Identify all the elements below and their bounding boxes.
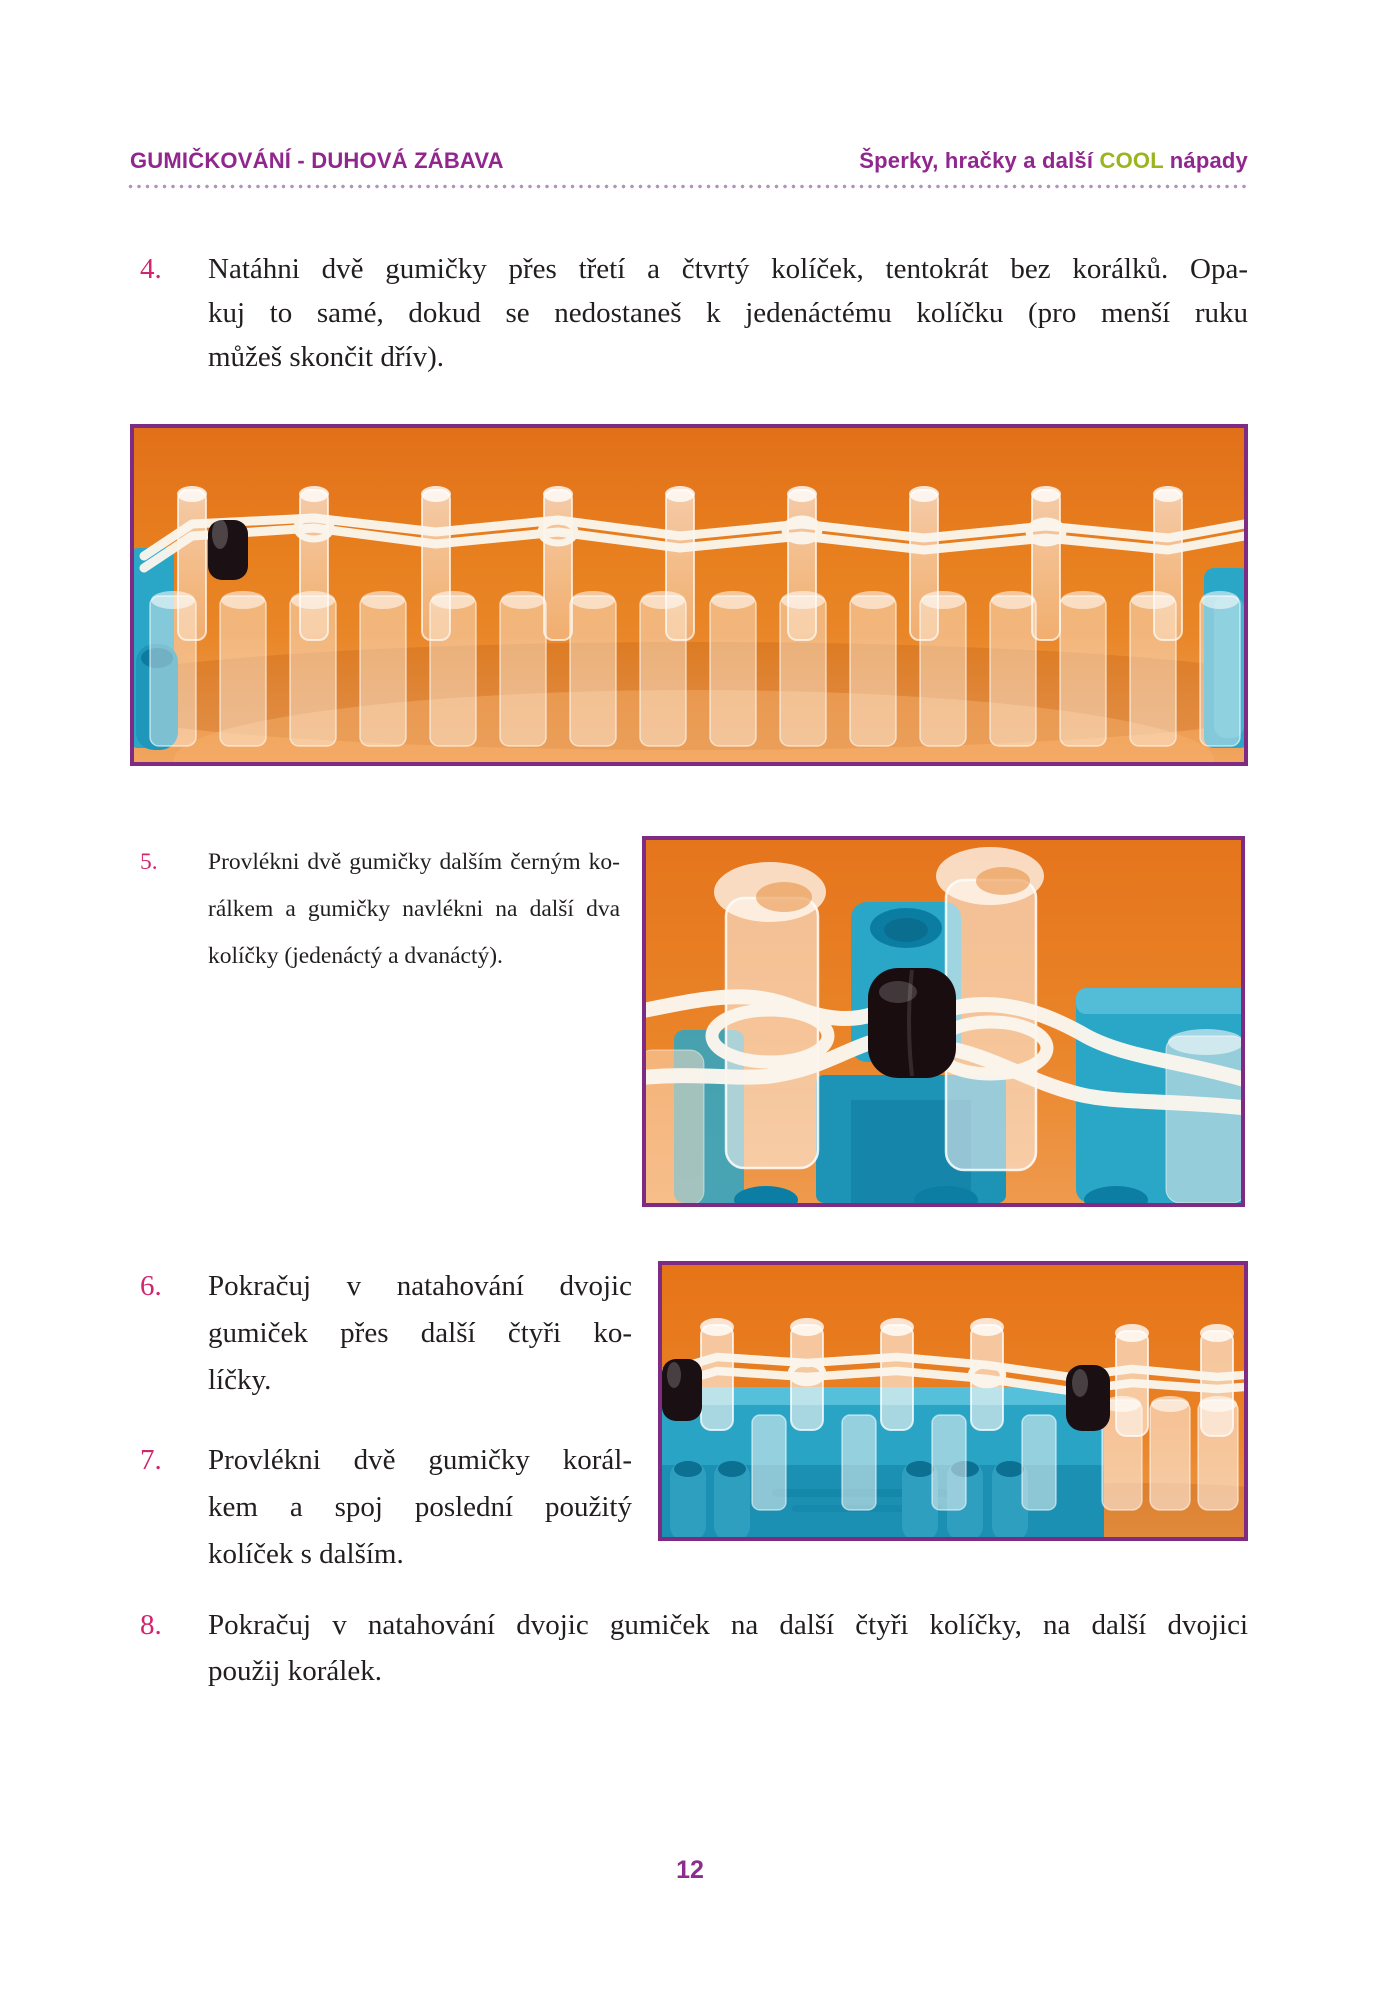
step-text-line: použij korálek. [208,1655,382,1687]
black-bead [1066,1365,1110,1431]
book-subtitle-prefix: Šperky, hračky a další [859,148,1100,173]
step-text [208,1602,1248,1694]
step-item-5 [140,839,620,980]
step-text-line: Natáhni dvě gumičky přes třetí a čtvrtý kolíček, tentokrát bez korálků. Opa- [208,253,1248,285]
photo-bead-closeup [642,836,1245,1207]
step-text-line: můžeš skončit dřív). [208,341,444,373]
step-number: 7. [140,1444,162,1476]
step-text [208,247,1248,379]
header-dotted-divider [128,184,1250,189]
photo-loom-angled-view [658,1261,1248,1541]
step-text-line: kuj to samé, dokud se nedostaneš k jedenáctému kolíčku (pro menší ruku [208,297,1248,329]
step-text-line: Pokračuj v natahování dvojic [208,1270,632,1302]
photo-loom-side-view [130,424,1248,766]
step-text-line: Provlékni dvě gumičky dalším černým ko- [208,849,620,875]
step-text-line: rálkem a gumičky navlékni na další dva [208,896,620,922]
step-text-line: Provlékni dvě gumičky korál- [208,1444,632,1476]
step-text-line: Pokračuj v natahování dvojic gumiček na další čtyři kolíčky, na další dvojici [208,1609,1248,1641]
loom-side-view-illustration [134,428,1244,762]
step-text-line: gumiček přes další čtyři ko- [208,1317,632,1349]
black-bead [662,1359,702,1421]
step-text [208,1263,632,1404]
black-bead [208,519,248,580]
step-text [208,839,620,980]
loom-angled-illustration [662,1265,1244,1537]
step-text-line: kolíčky (jedenáctý a dvanáctý). [208,943,503,969]
step-item-4 [140,247,1248,379]
step-item-7 [140,1437,632,1578]
step-text-line: kolíček s dalším. [208,1538,404,1570]
step-number: 5. [140,849,158,875]
book-subtitle [859,148,1248,174]
page-number: 12 [676,1856,704,1884]
step-number: 6. [140,1270,162,1302]
step-number: 8. [140,1609,162,1641]
book-subtitle-suffix: nápady [1163,148,1248,173]
clear-peg [1166,1029,1241,1203]
book-subtitle-highlight: COOL [1099,148,1164,173]
step-text-line: kem a spoj poslední použitý [208,1491,632,1523]
step-text [208,1437,632,1578]
bead-closeup-illustration [646,840,1241,1203]
step-item-6 [140,1263,632,1404]
black-bead [868,968,956,1078]
step-number: 4. [140,253,162,285]
step-text-line: líčky. [208,1364,272,1396]
book-series-title: GUMIČKOVÁNÍ - DUHOVÁ ZÁBAVA [130,148,504,173]
step-item-8 [140,1602,1248,1694]
